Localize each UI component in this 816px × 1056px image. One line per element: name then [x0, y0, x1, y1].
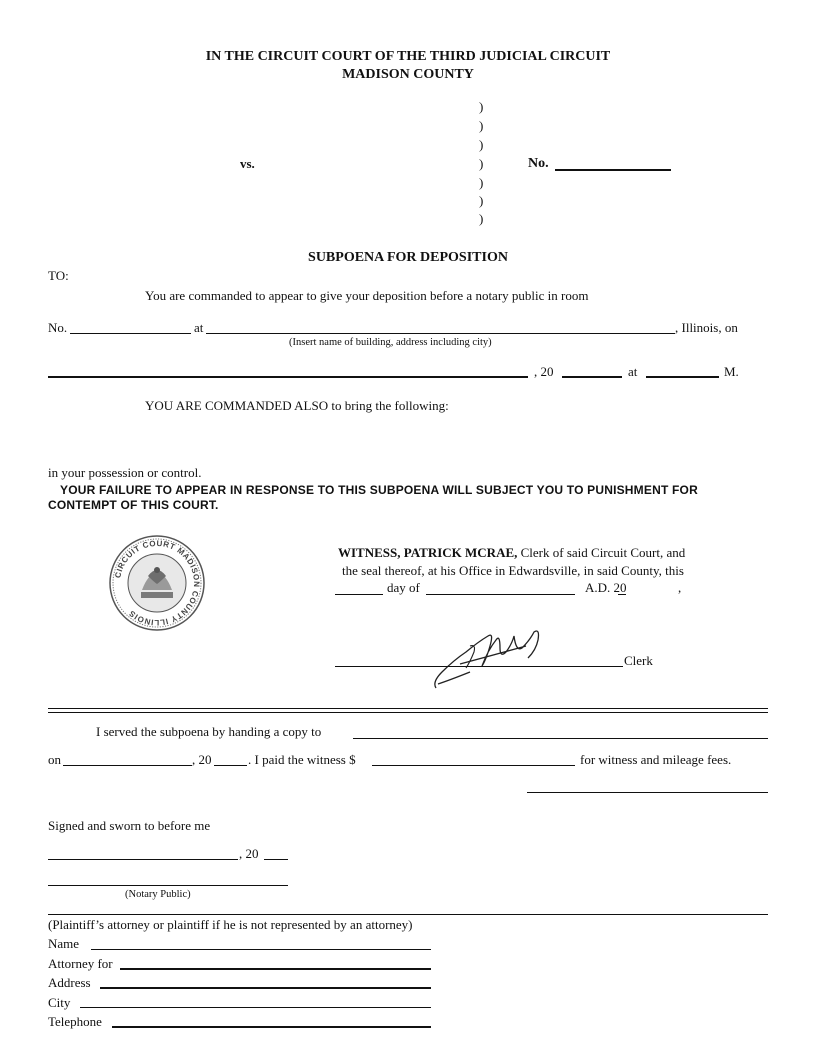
caption-paren: )	[479, 118, 484, 133]
witness-comma: ,	[678, 580, 682, 595]
ad-label: A.D. 20	[585, 580, 627, 595]
court-seal	[108, 534, 206, 632]
case-no-label: No.	[528, 156, 549, 171]
witness-fee-field[interactable]	[372, 765, 575, 766]
warning-line-2: CONTEMPT OF THIS COURT.	[48, 498, 219, 512]
vs-label: vs.	[240, 156, 255, 171]
attorney-city-label: City	[48, 995, 71, 1010]
county-title: MADISON COUNTY	[342, 67, 474, 82]
time-m-label: M.	[724, 364, 739, 379]
witness-day-field[interactable]	[335, 594, 383, 595]
building-hint: (Insert name of building, address including city)	[289, 337, 492, 348]
possession-text: in your possession or control.	[48, 465, 202, 480]
service-year-label: , 20	[192, 752, 212, 767]
state-label: , Illinois, on	[675, 320, 738, 335]
attorney-divider	[48, 914, 768, 915]
attorney-city-field[interactable]	[80, 1007, 431, 1008]
caption-paren: )	[479, 137, 484, 152]
sworn-year-label: , 20	[239, 846, 259, 861]
witness-line-2: the seal thereof, at his Office in Edwardsville, in said County, this	[342, 563, 684, 578]
attorney-name-label: Name	[48, 936, 80, 951]
service-date-field[interactable]	[63, 765, 192, 766]
attorney-address-label: Address	[48, 975, 91, 990]
deposition-year-field[interactable]	[562, 376, 622, 378]
service-on-label: on	[48, 752, 61, 767]
to-label: TO:	[48, 268, 69, 283]
witness-year-field[interactable]	[618, 594, 626, 595]
day-of-label: day of	[387, 580, 420, 595]
date-year-label: , 20	[534, 364, 554, 379]
command-text: You are commanded to appear to give your deposition before a notary public in room	[145, 288, 589, 303]
room-no-field[interactable]	[70, 333, 191, 334]
clerk-label: Clerk	[624, 653, 653, 668]
deposition-time-field[interactable]	[646, 376, 719, 378]
paid-text: . I paid the witness $	[248, 752, 356, 767]
attorney-telephone-field[interactable]	[112, 1026, 431, 1028]
svg-text:CIRCUIT COURT MADISON COUNTY I: CIRCUIT COURT MADISON COUNTY ILLINOIS	[113, 538, 202, 628]
attorney-heading: (Plaintiff’s attorney or plaintiff if he is not represented by an attorney)	[48, 917, 413, 932]
served-to-field[interactable]	[353, 738, 768, 739]
service-year-field[interactable]	[214, 765, 247, 766]
warning-line-1: YOUR FAILURE TO APPEAR IN RESPONSE TO THIS SUBPOENA WILL SUBJECT YOU TO PUNISHMENT FOR	[60, 483, 698, 497]
caption-paren: )	[479, 156, 484, 171]
attorney-telephone-label: Telephone	[48, 1014, 102, 1029]
sworn-date-field[interactable]	[48, 859, 238, 860]
building-address-field[interactable]	[206, 333, 675, 334]
also-commanded-text: YOU ARE COMMANDED ALSO to bring the following:	[145, 398, 449, 413]
notary-label: (Notary Public)	[125, 889, 191, 900]
clerk-signature	[430, 622, 550, 692]
divider-rule-top	[48, 708, 768, 709]
room-no-label: No.	[48, 320, 68, 335]
notary-signature-line[interactable]	[48, 885, 288, 886]
witness-line-1-rest: Clerk of said Circuit Court, and	[520, 545, 686, 560]
fees-text: for witness and mileage fees.	[580, 752, 732, 767]
served-text: I served the subpoena by handing a copy to	[96, 724, 322, 739]
witness-lead: WITNESS, PATRICK MCRAE,	[338, 545, 518, 560]
caption-paren: )	[479, 211, 484, 226]
court-seal-graphic	[108, 534, 206, 632]
attorney-for-label: Attorney for	[48, 956, 113, 971]
attorney-for-field[interactable]	[120, 968, 431, 970]
sworn-text: Signed and sworn to before me	[48, 818, 211, 833]
witness-month-field[interactable]	[426, 594, 575, 595]
document-title: SUBPOENA FOR DEPOSITION	[308, 250, 508, 265]
clerk-signature-line[interactable]	[335, 666, 623, 667]
attorney-name-field[interactable]	[91, 949, 431, 950]
attorney-address-field[interactable]	[100, 987, 431, 989]
case-no-field[interactable]	[555, 169, 671, 171]
divider-rule-bottom	[48, 712, 768, 713]
at-label: at	[194, 320, 204, 335]
caption-paren: )	[479, 99, 484, 114]
court-title: IN THE CIRCUIT COURT OF THE THIRD JUDICIAL CIRCUIT	[205, 49, 611, 64]
caption-paren: )	[479, 193, 484, 208]
time-at-label: at	[628, 364, 638, 379]
witness-line-1	[338, 545, 685, 561]
server-signature-line[interactable]	[527, 792, 768, 793]
caption-paren: )	[479, 175, 484, 190]
sworn-year-field[interactable]	[264, 859, 288, 860]
deposition-date-field[interactable]	[48, 376, 528, 378]
